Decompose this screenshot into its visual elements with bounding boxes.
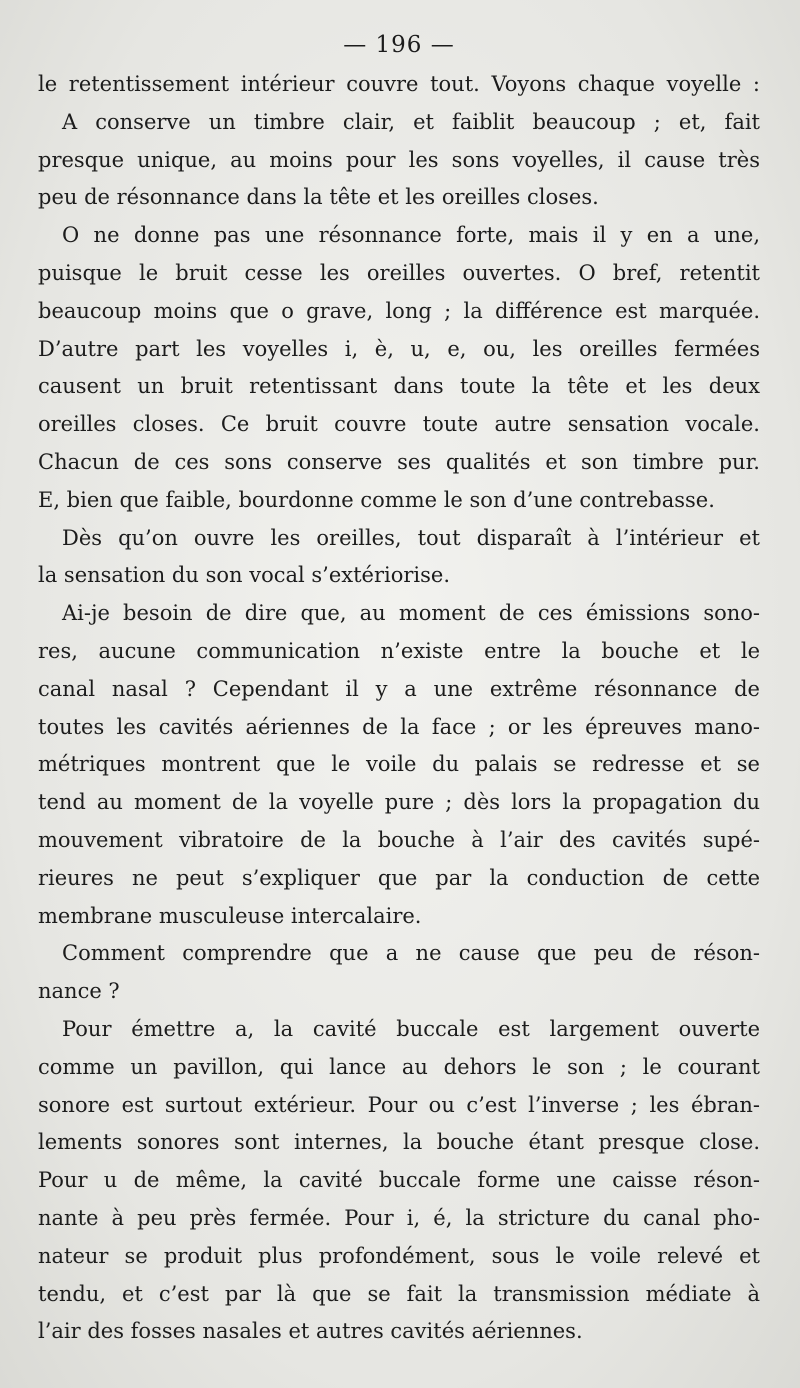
text-line: métriques montrent que le voile du palais se redresse et se <box>38 752 760 777</box>
text-line: Dès qu’on ouvre les oreilles, tout disparaît à l’intérieur et <box>62 525 760 550</box>
text-line: causent un bruit retentissant dans toute la tête et les deux <box>38 374 760 399</box>
text-line: oreilles closes. Ce bruit couvre toute autre sensation vocale. <box>38 412 760 437</box>
text-line: mouvement vibratoire de la bouche à l’air des cavités supé- <box>38 827 760 852</box>
text-line: presque unique, au moins pour les sons voyelles, il cause très <box>38 147 760 172</box>
text-line: beaucoup moins que o grave, long ; la différence est marquée. <box>38 298 760 323</box>
text-line: l’air des fosses nasales et autres cavités aériennes. <box>38 1319 583 1344</box>
text-line: tendu, et c’est par là que se fait la transmission médiate à <box>38 1281 760 1306</box>
text-line: Ai-je besoin de dire que, au moment de ces émissions sono- <box>62 601 760 626</box>
text-line: la sensation du son vocal s’extériorise. <box>38 563 451 588</box>
text-line: nateur se produit plus profondément, sous le voile relevé et <box>38 1243 760 1268</box>
text-line: D’autre part les voyelles i, è, u, e, ou, les oreilles fermées <box>38 336 760 361</box>
text-line: A conserve un timbre clair, et faiblit beaucoup ; et, fait <box>62 109 760 134</box>
text-line: res, aucune communication n’existe entre la bouche et le <box>38 638 760 663</box>
text-line: Chacun de ces sons conserve ses qualités et son timbre pur. <box>38 449 760 474</box>
body-text <box>38 66 760 1351</box>
text-line: rieures ne peut s’expliquer que par la conduction de cette <box>38 865 760 890</box>
text-line: peu de résonnance dans la tête et les oreilles closes. <box>38 185 599 210</box>
text-line: E, bien que faible, bourdonne comme le son d’une contrebasse. <box>38 487 715 512</box>
text-line: O ne donne pas une résonnance forte, mais il y en a une, <box>62 223 760 248</box>
text-line: Pour émettre a, la cavité buccale est largement ouverte <box>62 1016 760 1041</box>
text-line: toutes les cavités aériennes de la face ; or les épreuves mano- <box>38 714 760 739</box>
page-number: — 196 — <box>343 32 455 58</box>
text-line: membrane musculeuse intercalaire. <box>38 903 422 928</box>
text-line: Comment comprendre que a ne cause que peu de réson- <box>62 941 760 966</box>
text-line: nance ? <box>38 979 120 1004</box>
text-line: puisque le bruit cesse les oreilles ouvertes. O bref, retentit <box>38 260 760 285</box>
text-line: Pour u de même, la cavité buccale forme une caisse réson- <box>38 1168 760 1193</box>
text-line: nante à peu près fermée. Pour i, é, la stricture du canal pho- <box>38 1205 760 1230</box>
text-line: comme un pavillon, qui lance au dehors le son ; le courant <box>38 1054 760 1079</box>
text-line: le retentissement intérieur couvre tout. Voyons chaque voyelle : <box>38 72 760 96</box>
text-line: canal nasal ? Cependant il y a une extrême résonnance de <box>38 676 760 701</box>
text-line: sonore est surtout extérieur. Pour ou c’est l’inverse ; les ébran- <box>38 1092 760 1117</box>
text-line: tend au moment de la voyelle pure ; dès lors la propagation du <box>38 790 760 815</box>
text-line: lements sonores sont internes, la bouche étant presque close. <box>38 1130 760 1155</box>
